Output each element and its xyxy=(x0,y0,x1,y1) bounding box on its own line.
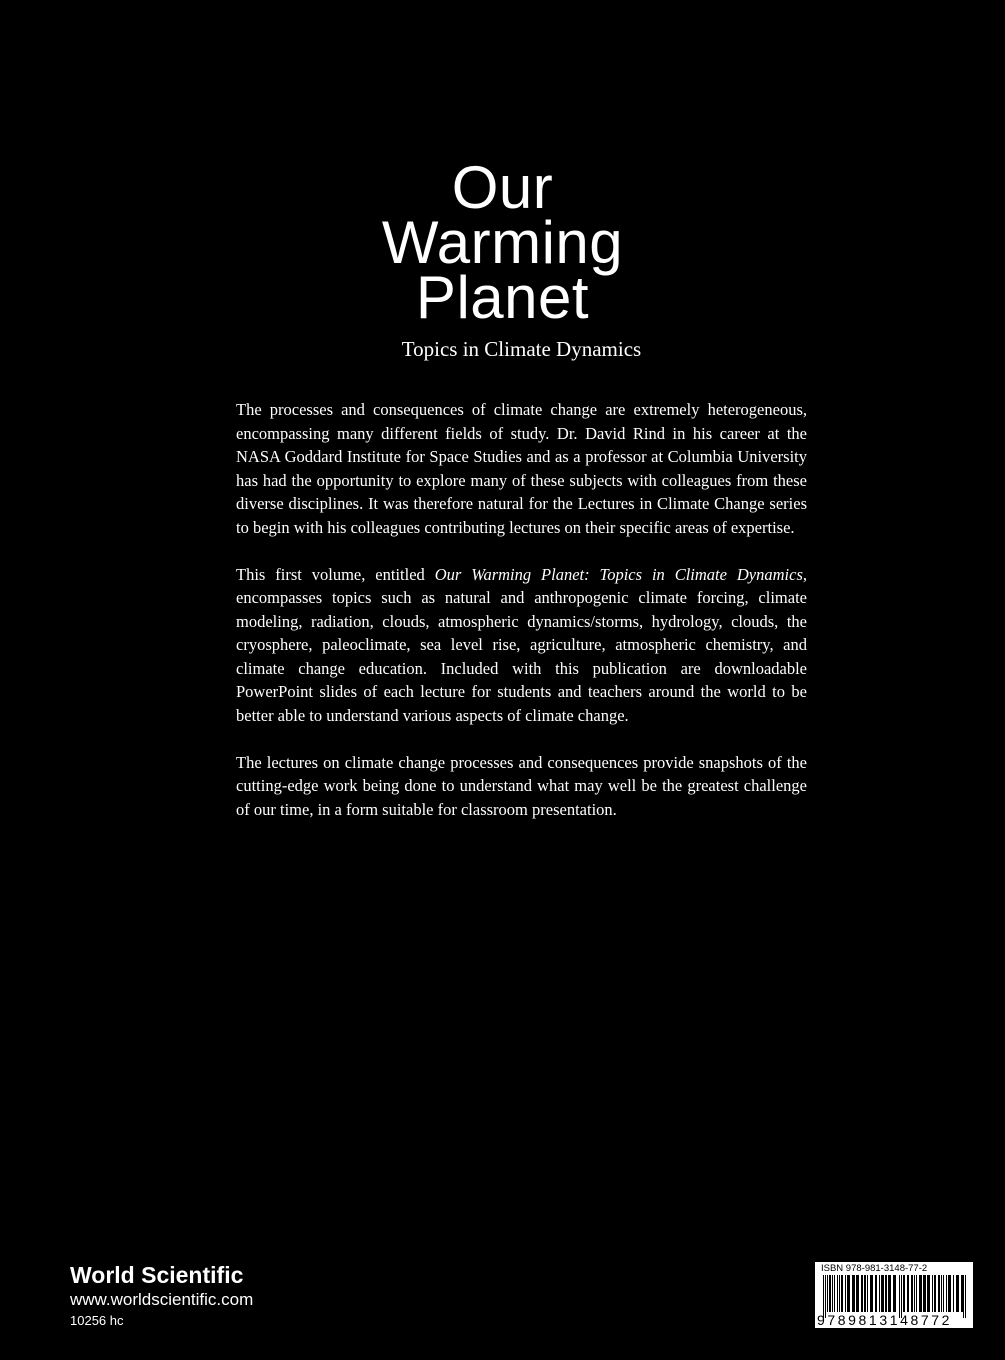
barcode-bar xyxy=(932,1275,933,1312)
barcode-bar xyxy=(879,1275,880,1312)
barcode-bar xyxy=(841,1275,843,1312)
barcode-bar xyxy=(856,1275,859,1312)
paragraph-2-italic-title: Our Warming Planet: Topics in Climate Dynamics xyxy=(434,564,803,584)
publisher-block xyxy=(70,1262,253,1330)
barcode-bar xyxy=(875,1275,877,1312)
barcode-bar xyxy=(827,1275,828,1312)
barcode-bar xyxy=(870,1275,873,1312)
barcode-bar xyxy=(941,1275,942,1312)
paragraph-2-rest: , encompasses topics such as natural and anthropogenic climate forcing, climate modeling, radiation, clouds, atmospheric dynamics/storms, hydrology, clouds, the cryosphere, paleoclimate, sea level rise, agriculture, atmospheric chemistry, and climate change education. Included with this publication are downloadable PowerPoint slides of each lecture for students and teachers around the world to be better able to understand various aspects of climate change. xyxy=(236,564,807,725)
description-paragraph-1: The processes and consequences of climate change are extremely heterogeneous, encompassing many different fields of study. Dr. David Rind in his career at the NASA Goddard Institute for Space Studies and as a professor at Columbia University has had the opportunity to explore many of these subjects with colleagues from these diverse disciplines. It was therefore natural for the Lectures in Climate Change series to begin with his colleagues contributing lectures on their specific areas of expertise. xyxy=(236,400,807,537)
barcode-bar xyxy=(867,1275,868,1312)
barcode-bar xyxy=(888,1275,891,1312)
publisher-url: www.worldscientific.com xyxy=(70,1290,254,1309)
barcode-bar xyxy=(829,1275,831,1312)
publisher-name: World Scientific xyxy=(70,1262,244,1288)
barcode-bar xyxy=(953,1275,954,1312)
barcode-bar xyxy=(864,1275,866,1312)
description-paragraph-2 xyxy=(236,563,807,728)
paragraph-2-intro: This first volume, entitled xyxy=(236,564,435,584)
book-title-line-2: Warming xyxy=(381,209,624,276)
isbn-label: ISBN 978-981-3148-77-2 xyxy=(821,1263,928,1274)
barcode-bar xyxy=(847,1275,850,1312)
barcode-box xyxy=(815,1262,973,1328)
barcode-bar xyxy=(938,1275,940,1312)
barcode-bar xyxy=(832,1275,833,1312)
barcode-bar xyxy=(837,1275,838,1312)
publisher-code: 10256 hc xyxy=(70,1313,124,1328)
barcode-bar xyxy=(852,1275,855,1312)
barcode-bar xyxy=(885,1275,887,1312)
barcode-bar xyxy=(927,1275,930,1312)
barcode-bar xyxy=(907,1275,909,1312)
book-description xyxy=(236,398,807,845)
barcode-bar xyxy=(881,1275,884,1312)
barcode-bar xyxy=(919,1275,922,1312)
barcode-bar xyxy=(923,1275,926,1312)
barcode-bar xyxy=(845,1275,846,1312)
barcode-bar xyxy=(834,1275,835,1312)
barcode-bar xyxy=(943,1275,944,1312)
barcode-bar xyxy=(956,1275,959,1312)
barcode-bar xyxy=(934,1275,936,1312)
barcode-bar xyxy=(961,1275,963,1312)
book-title-line-3: Planet xyxy=(415,264,590,331)
barcode-bar xyxy=(861,1275,863,1312)
barcode-bar xyxy=(946,1275,947,1312)
barcode-bar xyxy=(948,1275,951,1312)
book-title-line-1: Our xyxy=(451,154,554,221)
barcode-bar xyxy=(839,1275,840,1312)
barcode-bar xyxy=(903,1275,905,1312)
barcode-bar xyxy=(911,1275,913,1312)
barcode-bar xyxy=(893,1275,896,1312)
barcode-digits: 9789813148772 xyxy=(817,1312,953,1328)
title-block xyxy=(0,154,1005,362)
book-subtitle: Topics in Climate Dynamics xyxy=(401,337,642,361)
barcode-bar xyxy=(916,1275,917,1312)
description-paragraph-3: The lectures on climate change processes and consequences provide snapshots of the cutting-edge work being done to understand what may well be the greatest challenge of our time, in a form suitable for classroom presentation. xyxy=(236,752,807,819)
barcode-bar xyxy=(914,1275,915,1312)
